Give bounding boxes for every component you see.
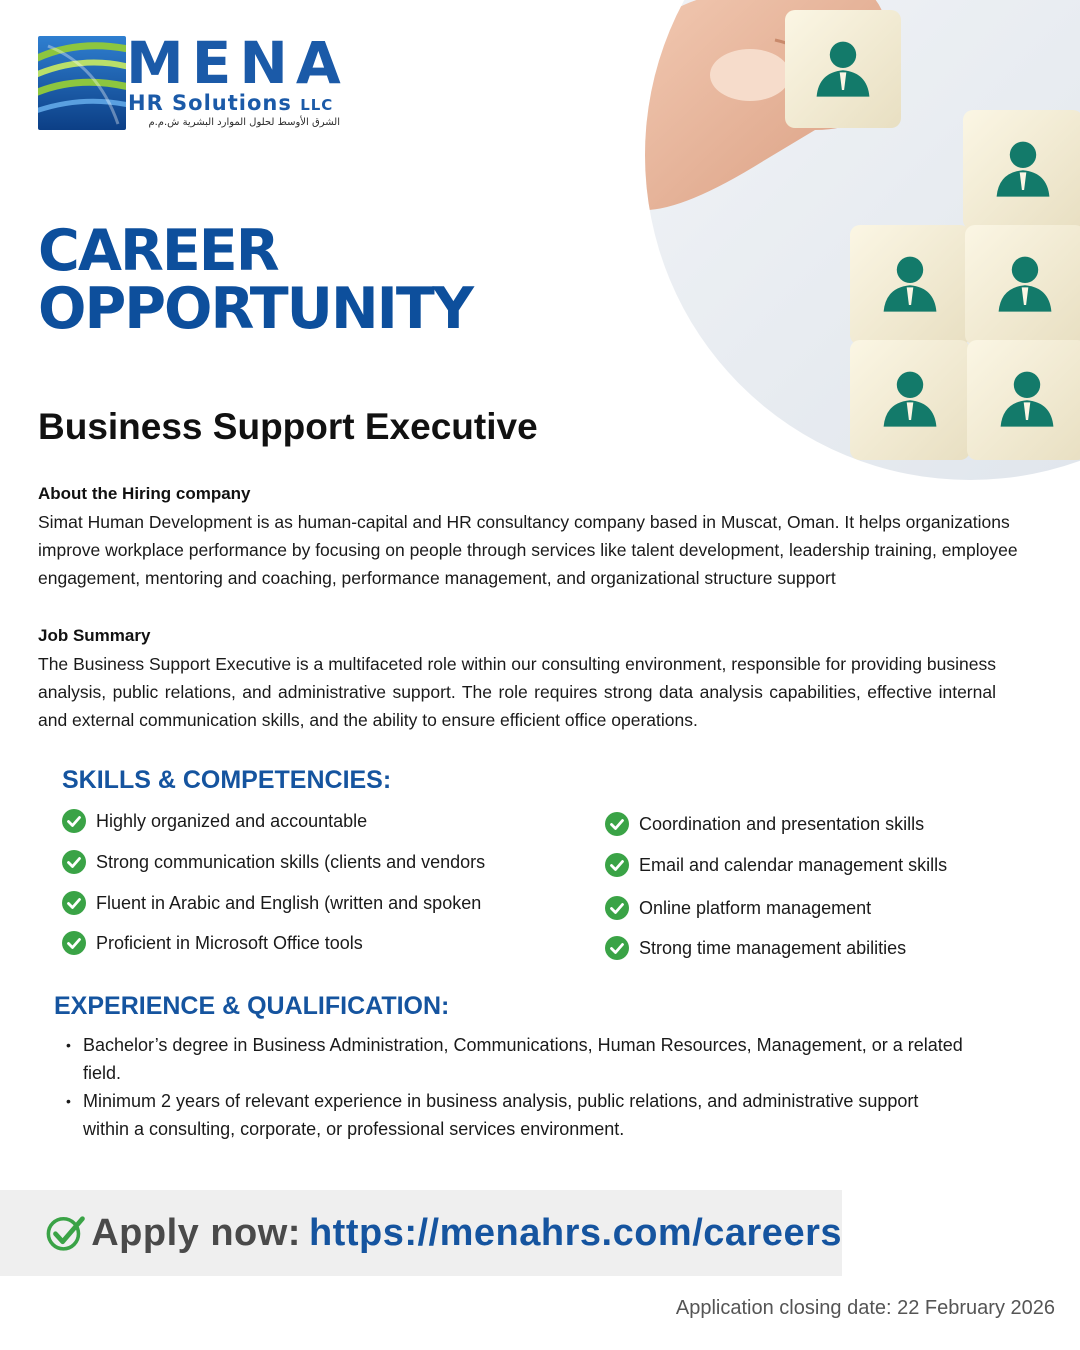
summary-heading: Job Summary	[38, 626, 151, 645]
brand-arabic-name: الشرق الأوسط لحلول الموارد البشرية ش.م.م	[148, 117, 340, 128]
skill-item	[62, 928, 363, 958]
summary-text: The Business Support Executive is a multifaceted role within our consulting environment, responsible for providing business analysis, public relations, and administrative support. The role requires strong data analysis capabilities, effective internal and external communication skills, and the ability to ensure efficient office operations.	[38, 654, 996, 730]
check-circle-icon	[605, 853, 629, 877]
closing-date: Application closing date: 22 February 2026	[675, 1297, 1055, 1319]
check-circle-icon	[46, 1209, 87, 1257]
skill-label: Strong time management abilities	[639, 937, 907, 958]
brand-subtitle	[128, 90, 333, 118]
skill-label: Highly organized and accountable	[96, 810, 368, 831]
experience-item: • Minimum 2 years of relevant experience in business analysis, public relations, and administrative support within a consulting, corporate, or professional services environment.	[66, 1087, 966, 1143]
career-title-line2: OPPORTUNITY	[38, 276, 473, 342]
career-title	[38, 218, 473, 342]
apply-bar	[0, 1190, 842, 1276]
skill-label: Proficient in Microsoft Office tools	[96, 932, 363, 953]
check-circle-icon	[62, 931, 86, 955]
brand-subtitle-suffix: LLC	[300, 96, 334, 114]
check-circle-icon	[605, 896, 629, 920]
skill-item	[605, 893, 871, 923]
skill-item	[605, 933, 906, 963]
check-circle-icon	[605, 812, 629, 836]
skill-item	[62, 847, 485, 877]
about-heading: About the Hiring company	[38, 484, 251, 503]
hero-image	[645, 0, 1080, 480]
skill-item	[62, 888, 481, 918]
skill-item	[605, 850, 947, 880]
skill-label: Email and calendar management skills	[639, 854, 948, 875]
experience-list	[66, 1031, 966, 1143]
career-title-line1: CAREER	[38, 218, 278, 284]
check-circle-icon	[605, 936, 629, 960]
check-circle-icon	[62, 850, 86, 874]
check-circle-icon	[62, 809, 86, 833]
brand-subtitle-main: HR Solutions	[128, 91, 292, 115]
hand-with-people-blocks-illustration	[645, 0, 1080, 480]
skill-item	[62, 806, 367, 836]
company-logo	[38, 29, 358, 136]
skill-item	[605, 809, 924, 839]
experience-heading: EXPERIENCE & QUALIFICATION:	[54, 992, 450, 1020]
skill-label: Fluent in Arabic and English (written and spoken	[96, 892, 482, 913]
about-text: Simat Human Development is as human-capital and HR consultancy company based in Muscat, Oman. It helps organizations improve workplace performance by focusing on people through services like talent development, leadership training, employee engagement, mentoring and coaching, performance management, and organizational structure support	[38, 512, 1018, 588]
job-title: Business Support Executive	[38, 406, 538, 447]
apply-link[interactable]: https://menahrs.com/careers	[308, 1211, 842, 1254]
skill-label: Coordination and presentation skills	[639, 813, 925, 834]
skill-label: Online platform management	[639, 897, 872, 918]
check-circle-icon	[62, 891, 86, 915]
globe-logo-icon	[38, 36, 126, 130]
skill-label: Strong communication skills (clients and vendors	[96, 851, 486, 872]
brand-name: MENA	[126, 29, 349, 97]
apply-label: Apply now:	[91, 1211, 301, 1254]
experience-item: • Bachelor’s degree in Business Administration, Communications, Human Resources, Management, or a related field.	[66, 1031, 966, 1087]
skills-heading: SKILLS & COMPETENCIES:	[62, 766, 392, 794]
